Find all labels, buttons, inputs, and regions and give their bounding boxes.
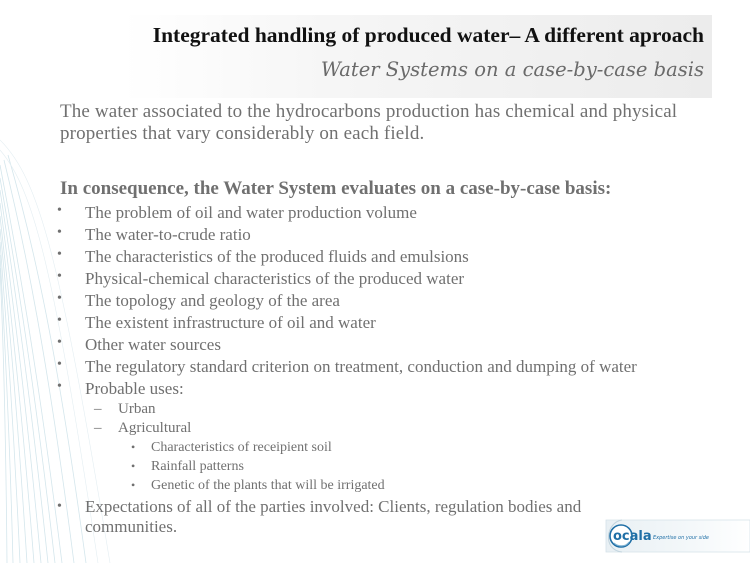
logo-wordmark: ocala <box>613 529 652 544</box>
bullet-marker: • <box>57 247 62 262</box>
list-item-text: The regulatory standard criterion on treatment, conduction and dumping of water <box>85 357 637 376</box>
bullet-marker: • <box>57 225 62 240</box>
list-item-text: The existent infrastructure of oil and water <box>85 313 376 332</box>
list-item-text: Expectations of all of the parties involved: Clients, regulation bodies and communities. <box>85 497 582 536</box>
logo-tagline: Expertise on your side <box>653 535 709 541</box>
list-item-text: The water-to-crude ratio <box>85 225 251 244</box>
bullet-marker: • <box>131 478 136 492</box>
logo-graphic <box>596 512 750 560</box>
bullet-marker: • <box>57 269 62 284</box>
list-item-text: The topology and geology of the area <box>85 291 340 310</box>
sub-list-item-text: Urban <box>118 401 156 417</box>
bullet-marker: • <box>57 499 62 514</box>
list-item-text: The characteristics of the produced fluids and emulsions <box>85 247 469 266</box>
lead-statement: In consequence, the Water System evaluates on a case-by-case basis: <box>60 178 612 199</box>
detail-list-item-text: Rainfall patterns <box>151 459 244 474</box>
bullet-marker: • <box>57 313 62 328</box>
list-item-text: Probable uses: <box>85 379 184 398</box>
list-item-text: The problem of oil and water production volume <box>85 203 417 222</box>
list-item-expectations <box>57 497 657 537</box>
detail-list-item-text: Genetic of the plants that will be irrigated <box>151 478 385 493</box>
dash-marker: – <box>94 420 102 436</box>
list-item-text: Physical-chemical characteristics of the produced water <box>85 269 465 288</box>
title-bar <box>122 15 712 98</box>
bullet-marker: • <box>57 357 62 372</box>
intro-paragraph: The water associated to the hydrocarbons production has chemical and physical properties that vary considerably on each field. <box>60 101 678 144</box>
slide-title: Integrated handling of produced water– A different aproach <box>152 23 704 47</box>
bullet-marker: • <box>57 379 62 394</box>
bullet-marker: • <box>131 459 136 473</box>
slide-subtitle: Water Systems on a case-by-case basis <box>320 58 704 81</box>
list-item-text: Other water sources <box>85 335 221 354</box>
bullet-marker: • <box>131 440 136 454</box>
dash-marker: – <box>94 401 102 417</box>
detail-list-item-text: Characteristics of receipient soil <box>151 440 332 455</box>
bullet-marker: • <box>57 335 62 350</box>
bullet-marker: • <box>57 203 62 218</box>
bullet-marker: • <box>57 291 62 306</box>
sub-list-item-text: Agricultural <box>118 420 192 436</box>
ocala-logo <box>596 512 750 560</box>
